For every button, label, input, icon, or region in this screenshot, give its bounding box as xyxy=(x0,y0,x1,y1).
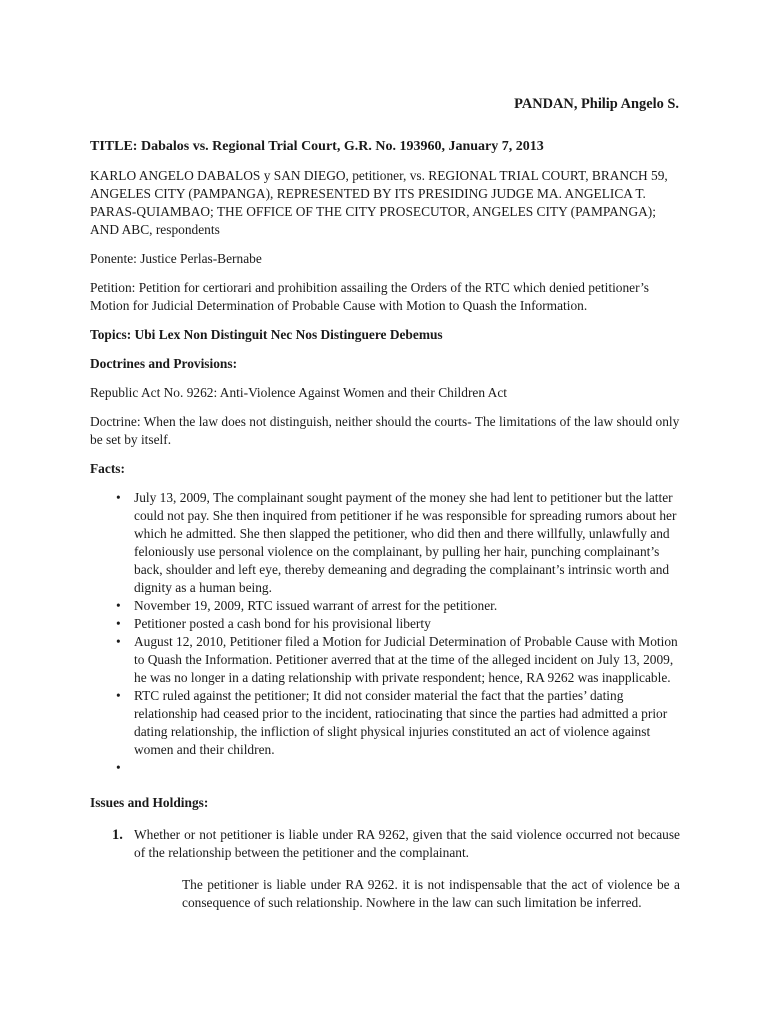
case-parties: KARLO ANGELO DABALOS y SAN DIEGO, petitioner, vs. REGIONAL TRIAL COURT, BRANCH 59, ANGELES CITY (PAMPANGA), REPRESENTED BY ITS PRESIDING JUDGE MA. ANGELICA T. PARAS-QUIAMBAO; THE OFFICE OF THE CITY PROSECUTOR, ANGELES CITY (PAMPANGA); AND ABC, respondents xyxy=(90,168,668,237)
author-name: PANDAN, Philip Angelo S. xyxy=(514,96,679,112)
facts-heading: Facts: xyxy=(90,461,125,476)
petition: Petition: Petition for certiorari and prohibition assailing the Orders of the RTC which denied petitioner’s Motion for Judicial Determination of Probable Cause with Motion to Quash the Information. xyxy=(90,280,650,313)
list-item: • Petitioner posted a cash bond for his provisional liberty xyxy=(134,615,680,633)
case-title: TITLE: Dabalos vs. Regional Trial Court, G.R. No. 193960, January 7, 2013 xyxy=(90,139,544,154)
topics: Topics: Ubi Lex Non Distinguit Nec Nos Distinguere Debemus xyxy=(90,327,443,342)
issue-text: Whether or not petitioner is liable under RA 9262, given that the said violence occurred not because of the relationship between the petitioner and the complainant. xyxy=(134,827,680,860)
holding-text: The petitioner is liable under RA 9262. it is not indispensable that the act of violence be a consequence of such relationship. Nowhere in the law can such limitation be inferred. xyxy=(182,877,680,910)
list-item: • November 19, 2009, RTC issued warrant of arrest for the petitioner. xyxy=(134,597,680,615)
doctrines-heading: Doctrines and Provisions: xyxy=(90,356,238,371)
list-item: • RTC ruled against the petitioner; It did not consider material the fact that the parties’ dating relationship had ceased prior to the incident, ratiocinating that since the parties had admitted a prior dating relationship, the infliction of slight physical injuries constituted an act of violence against women and their children. xyxy=(134,687,680,759)
issues-heading: Issues and Holdings: xyxy=(90,795,209,810)
list-item: • August 12, 2010, Petitioner filed a Motion for Judicial Determination of Probable Cause with Motion to Quash the Information. Petitioner averred that at the time of the alleged incident on July 13, 2009, he was no longer in a dating relationship with private respondent; hence, RA 9262 was inapplicable. xyxy=(134,633,680,687)
facts-list xyxy=(90,489,680,777)
list-item xyxy=(134,759,680,777)
issue-number: 1. xyxy=(112,827,123,843)
doctrine: Doctrine: When the law does not distinguish, neither should the courts- The limitations of the law should only be set by itself. xyxy=(90,414,680,447)
republic-act: Republic Act No. 9262: Anti-Violence Against Women and their Children Act xyxy=(90,385,508,400)
issue-item xyxy=(90,826,680,862)
list-item: • July 13, 2009, The complainant sought payment of the money she had lent to petitioner but the latter could not pay. She then inquired from petitioner if he was responsible for spreading rumors about her which he admitted. She then slapped the petitioner, who did then and there willfully, unlawfully and feloniously use personal violence on the complainant, by pulling her hair, punching complainant’s back, shoulder and left eye, thereby demeaning and degrading the complainant’s intrinsic worth and dignity as a human being. xyxy=(134,489,680,597)
ponente: Ponente: Justice Perlas-Bernabe xyxy=(90,251,262,266)
document-body xyxy=(90,138,680,912)
